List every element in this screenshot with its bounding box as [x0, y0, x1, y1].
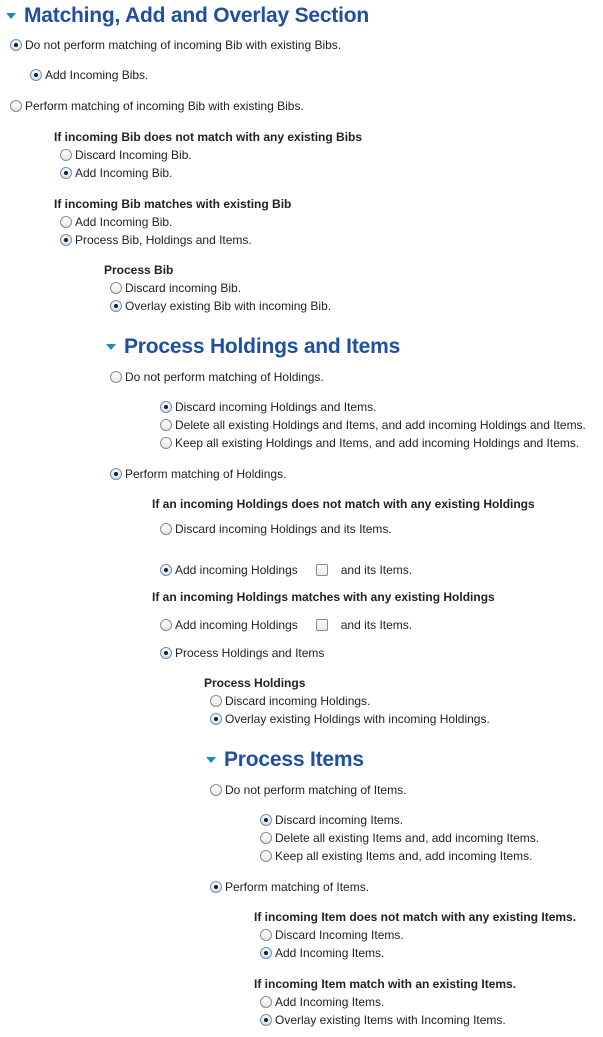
bib-no-match-heading: If incoming Bib does not match with any existing Bibs	[54, 130, 363, 144]
bib-match-add-label: Add Incoming Bib.	[75, 215, 173, 229]
bib-add-label: Add Incoming Bib.	[75, 166, 173, 180]
items-no-match-option[interactable]	[210, 782, 406, 798]
holdings-no-match-radio[interactable]	[110, 371, 122, 383]
items-match-add-option[interactable]	[260, 994, 384, 1010]
holdings-keep-all-option[interactable]	[160, 435, 579, 451]
section-title: Matching, Add and Overlay Section	[24, 4, 370, 27]
holdings-discard-items-radio[interactable]	[160, 523, 172, 535]
holdings-delete-all-label: Delete all existing Holdings and Items, and add incoming Holdings and Items.	[175, 418, 586, 432]
holdings-delete-all-radio[interactable]	[160, 419, 172, 431]
bib-add-incoming-label: Add Incoming Bibs.	[45, 68, 149, 82]
items-delete-all-option[interactable]	[260, 830, 539, 846]
items-section-header[interactable]	[206, 748, 364, 772]
bib-add-incoming-option[interactable]	[30, 67, 148, 83]
bib-match-option[interactable]	[10, 98, 304, 114]
bib-overlay-label: Overlay existing Bib with incoming Bib.	[125, 299, 332, 313]
bib-no-match-radio[interactable]	[10, 39, 22, 51]
holdings-section-title: Process Holdings and Items	[124, 335, 401, 358]
holdings-match-add-option[interactable]	[160, 617, 412, 633]
section-header[interactable]	[6, 4, 369, 28]
holdings-add-option[interactable]	[160, 562, 412, 578]
items-add-radio[interactable]	[260, 947, 272, 959]
holdings-delete-all-option[interactable]	[160, 417, 586, 433]
items-add-label: Add Incoming Items.	[275, 946, 385, 960]
items-match-add-label: Add Incoming Items.	[275, 995, 385, 1009]
items-add-option[interactable]	[260, 945, 384, 961]
bib-discard-lc-radio[interactable]	[110, 282, 122, 294]
items-keep-all-label: Keep all existing Items and, add incoming Items.	[275, 849, 533, 863]
items-section-title: Process Items	[224, 748, 364, 771]
items-discard-label: Discard incoming Items.	[275, 813, 404, 827]
holdings-no-match-heading: If an incoming Holdings does not match with any existing Holdings	[152, 497, 535, 511]
holdings-match-add-items-checkbox[interactable]	[316, 619, 328, 631]
bib-process-option[interactable]	[60, 232, 252, 248]
bib-discard-lc-label: Discard incoming Bib.	[125, 281, 242, 295]
holdings-discard-option[interactable]	[210, 693, 370, 709]
bib-no-match-label: Do not perform matching of incoming Bib with existing Bibs.	[25, 38, 342, 52]
holdings-add-label: Add incoming Holdings	[175, 563, 298, 577]
holdings-no-match-label: Do not perform matching of Holdings.	[125, 370, 324, 384]
items-match-heading: If incoming Item match with an existing Items.	[254, 977, 517, 991]
bib-match-radio[interactable]	[10, 100, 22, 112]
items-discard-incoming-radio[interactable]	[260, 929, 272, 941]
items-keep-all-radio[interactable]	[260, 850, 272, 862]
holdings-match-add-radio[interactable]	[160, 619, 172, 631]
holdings-process-radio[interactable]	[160, 647, 172, 659]
holdings-discard-label: Discard incoming Holdings.	[225, 694, 371, 708]
process-holdings-heading: Process Holdings	[204, 676, 306, 690]
holdings-match-add-label: Add incoming Holdings	[175, 618, 298, 632]
holdings-discard-radio[interactable]	[210, 695, 222, 707]
items-overlay-label: Overlay existing Items with Incoming Items.	[275, 1013, 506, 1027]
bib-match-label: Perform matching of incoming Bib with existing Bibs.	[25, 99, 304, 113]
holdings-match-label: Perform matching of Holdings.	[125, 467, 287, 481]
bib-process-label: Process Bib, Holdings and Items.	[75, 233, 252, 247]
holdings-process-label: Process Holdings and Items	[175, 646, 325, 660]
holdings-match-add-items-label: and its Items.	[340, 618, 413, 632]
holdings-section-header[interactable]	[106, 335, 400, 359]
items-overlay-radio[interactable]	[260, 1014, 272, 1026]
bib-discard-radio[interactable]	[60, 149, 72, 161]
holdings-discard-all-radio[interactable]	[160, 401, 172, 413]
holdings-discard-all-label: Discard incoming Holdings and Items.	[175, 400, 377, 414]
items-keep-all-option[interactable]	[260, 848, 532, 864]
bib-discard-lc-option[interactable]	[110, 280, 241, 296]
holdings-discard-all-option[interactable]	[160, 399, 376, 415]
items-match-label: Perform matching of Items.	[225, 880, 370, 894]
holdings-overlay-radio[interactable]	[210, 713, 222, 725]
holdings-keep-all-radio[interactable]	[160, 437, 172, 449]
holdings-process-option[interactable]	[160, 645, 324, 661]
holdings-add-items-label: and its Items.	[340, 563, 413, 577]
bib-discard-label: Discard Incoming Bib.	[75, 148, 192, 162]
holdings-add-radio[interactable]	[160, 564, 172, 576]
items-discard-option[interactable]	[260, 812, 403, 828]
bib-match-add-option[interactable]	[60, 214, 172, 230]
holdings-match-radio[interactable]	[110, 468, 122, 480]
items-discard-incoming-label: Discard Incoming Items.	[275, 928, 404, 942]
items-overlay-option[interactable]	[260, 1012, 506, 1028]
items-discard-radio[interactable]	[260, 814, 272, 826]
holdings-discard-items-option[interactable]	[160, 521, 392, 537]
items-match-add-radio[interactable]	[260, 996, 272, 1008]
bib-match-add-radio[interactable]	[60, 216, 72, 228]
items-match-option[interactable]	[210, 879, 369, 895]
holdings-add-items-checkbox[interactable]	[316, 564, 328, 576]
holdings-match-heading: If an incoming Holdings matches with any existing Holdings	[152, 590, 495, 604]
bib-add-incoming-radio[interactable]	[30, 69, 42, 81]
items-no-match-heading: If incoming Item does not match with any existing Items.	[254, 910, 577, 924]
holdings-no-match-option[interactable]	[110, 369, 324, 385]
bib-add-radio[interactable]	[60, 167, 72, 179]
holdings-keep-all-label: Keep all existing Holdings and Items, and add incoming Holdings and Items.	[175, 436, 580, 450]
holdings-match-option[interactable]	[110, 466, 286, 482]
bib-overlay-radio[interactable]	[110, 300, 122, 312]
items-no-match-label: Do not perform matching of Items.	[225, 783, 407, 797]
holdings-overlay-option[interactable]	[210, 711, 490, 727]
collapse-triangle-icon[interactable]	[6, 13, 16, 19]
bib-no-match-option[interactable]	[10, 37, 341, 53]
collapse-triangle-icon[interactable]	[106, 344, 116, 350]
collapse-triangle-icon[interactable]	[206, 757, 216, 763]
items-discard-incoming-option[interactable]	[260, 927, 404, 943]
items-match-radio[interactable]	[210, 881, 222, 893]
items-delete-all-label: Delete all existing Items and, add incoming Items.	[275, 831, 540, 845]
process-bib-heading: Process Bib	[104, 263, 174, 277]
items-delete-all-radio[interactable]	[260, 832, 272, 844]
items-no-match-radio[interactable]	[210, 784, 222, 796]
bib-process-radio[interactable]	[60, 234, 72, 246]
bib-add-option[interactable]	[60, 165, 172, 181]
bib-match-heading: If incoming Bib matches with existing Bib	[54, 197, 292, 211]
holdings-overlay-label: Overlay existing Holdings with incoming Holdings.	[225, 712, 490, 726]
bib-discard-option[interactable]	[60, 147, 192, 163]
holdings-discard-items-label: Discard incoming Holdings and its Items.	[175, 522, 392, 536]
bib-overlay-option[interactable]	[110, 298, 331, 314]
